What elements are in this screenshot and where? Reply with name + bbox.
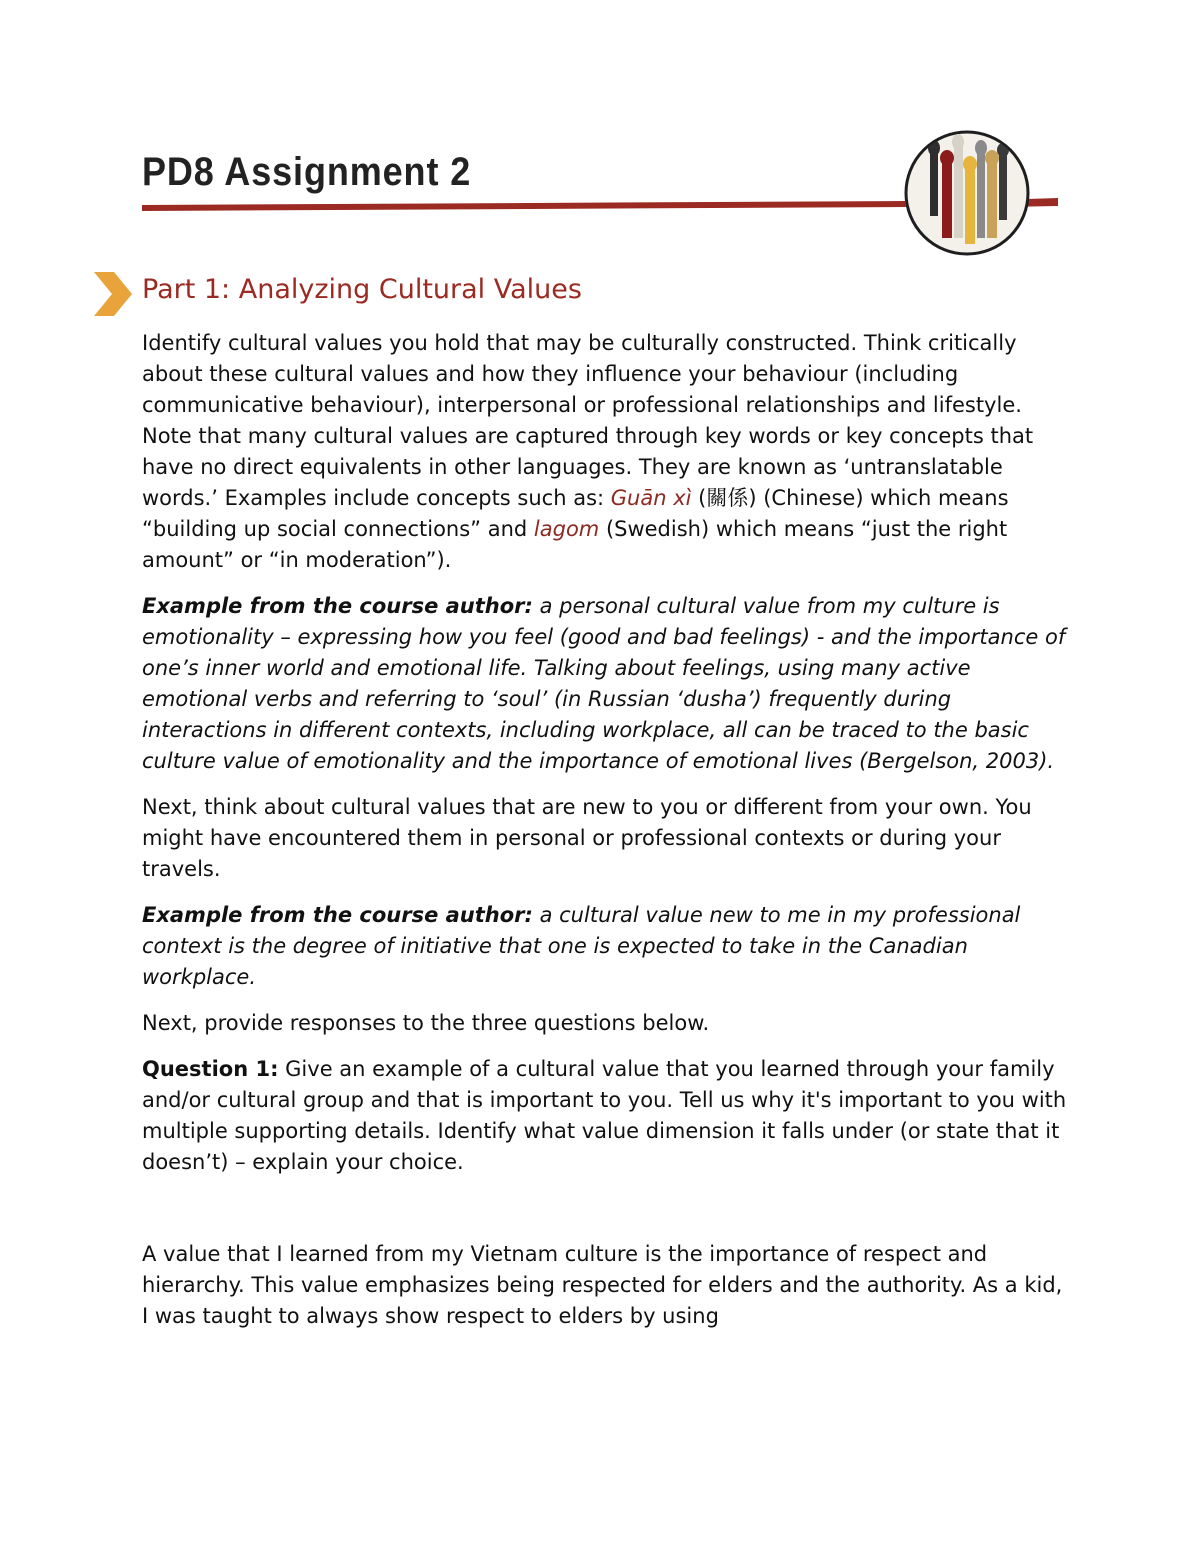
answer-1: A value that I learned from my Vietnam culture is the importance of respect and hierarchy. This value emphasizes being respected for elders and the authority. As a kid, I was taught to always show respect to elders by using [142, 1242, 1063, 1328]
term-chinese-chars: 關係 [706, 486, 749, 510]
example-paragraph-2: Example from the course author: a cultural value new to me in my professional context is the degree of initiative that one is expected to take in the Canadian workplace. [142, 903, 1021, 989]
section-title: Part 1: Analyzing Cultural Values [142, 274, 582, 305]
example-label: Example from the course author: [142, 594, 533, 618]
spacer [142, 1193, 1067, 1239]
intro-paragraph: Identify cultural values you hold that may be culturally constructed. Think critically about these cultural values and how they influence your behaviour (including communicative behaviour), interpersonal or professional relationships and lifestyle. Note that many cultural values are captured through key words or key concepts that have no direct equivalents in other languages. They are known as ‘untranslatable words.’ Examples include concepts such as: Guān xì (關係) (Chinese) which means “building up social connections” and lagom (Swedish) which means “just the right amount” or “in moderation”). [142, 331, 1034, 572]
question-label: Question 1: [142, 1057, 279, 1081]
example-label: Example from the course author: [142, 903, 533, 927]
chevron-right-icon [92, 270, 134, 318]
example-paragraph-1: Example from the course author: a personal cultural value from my culture is emotionality – expressing how you feel (good and bad feelings) - and the importance of one’s inner world and emotional life. Talking about feelings, using many active emotional verbs and referring to ‘soul’ (in Russian ‘dusha’) frequently during interactions in different contexts, including workplace, all can be traced to the basic culture value of emotionality and the importance of emotional lives (Bergelson, 2003). [142, 594, 1066, 773]
raised-hands-logo [902, 128, 1032, 258]
term-guanxi: Guān xì [610, 486, 692, 510]
page-title: PD8 Assignment 2 [142, 150, 472, 194]
next-paragraph-2: Next, provide responses to the three questions below. [142, 1011, 710, 1035]
term-lagom: lagom [533, 517, 600, 541]
question-1: Question 1: Give an example of a cultural value that you learned through your family and/or cultural group and that is important to you. Tell us why it's important to you with multiple supporting details. Identify what value dimension it falls under (or state that it doesn’t) – explain your choice. [142, 1057, 1067, 1174]
document-body [142, 328, 1067, 1347]
next-paragraph-1: Next, think about cultural values that are new to you or different from your own. You might have encountered them in personal or professional contexts or during your travels. [142, 795, 1032, 881]
